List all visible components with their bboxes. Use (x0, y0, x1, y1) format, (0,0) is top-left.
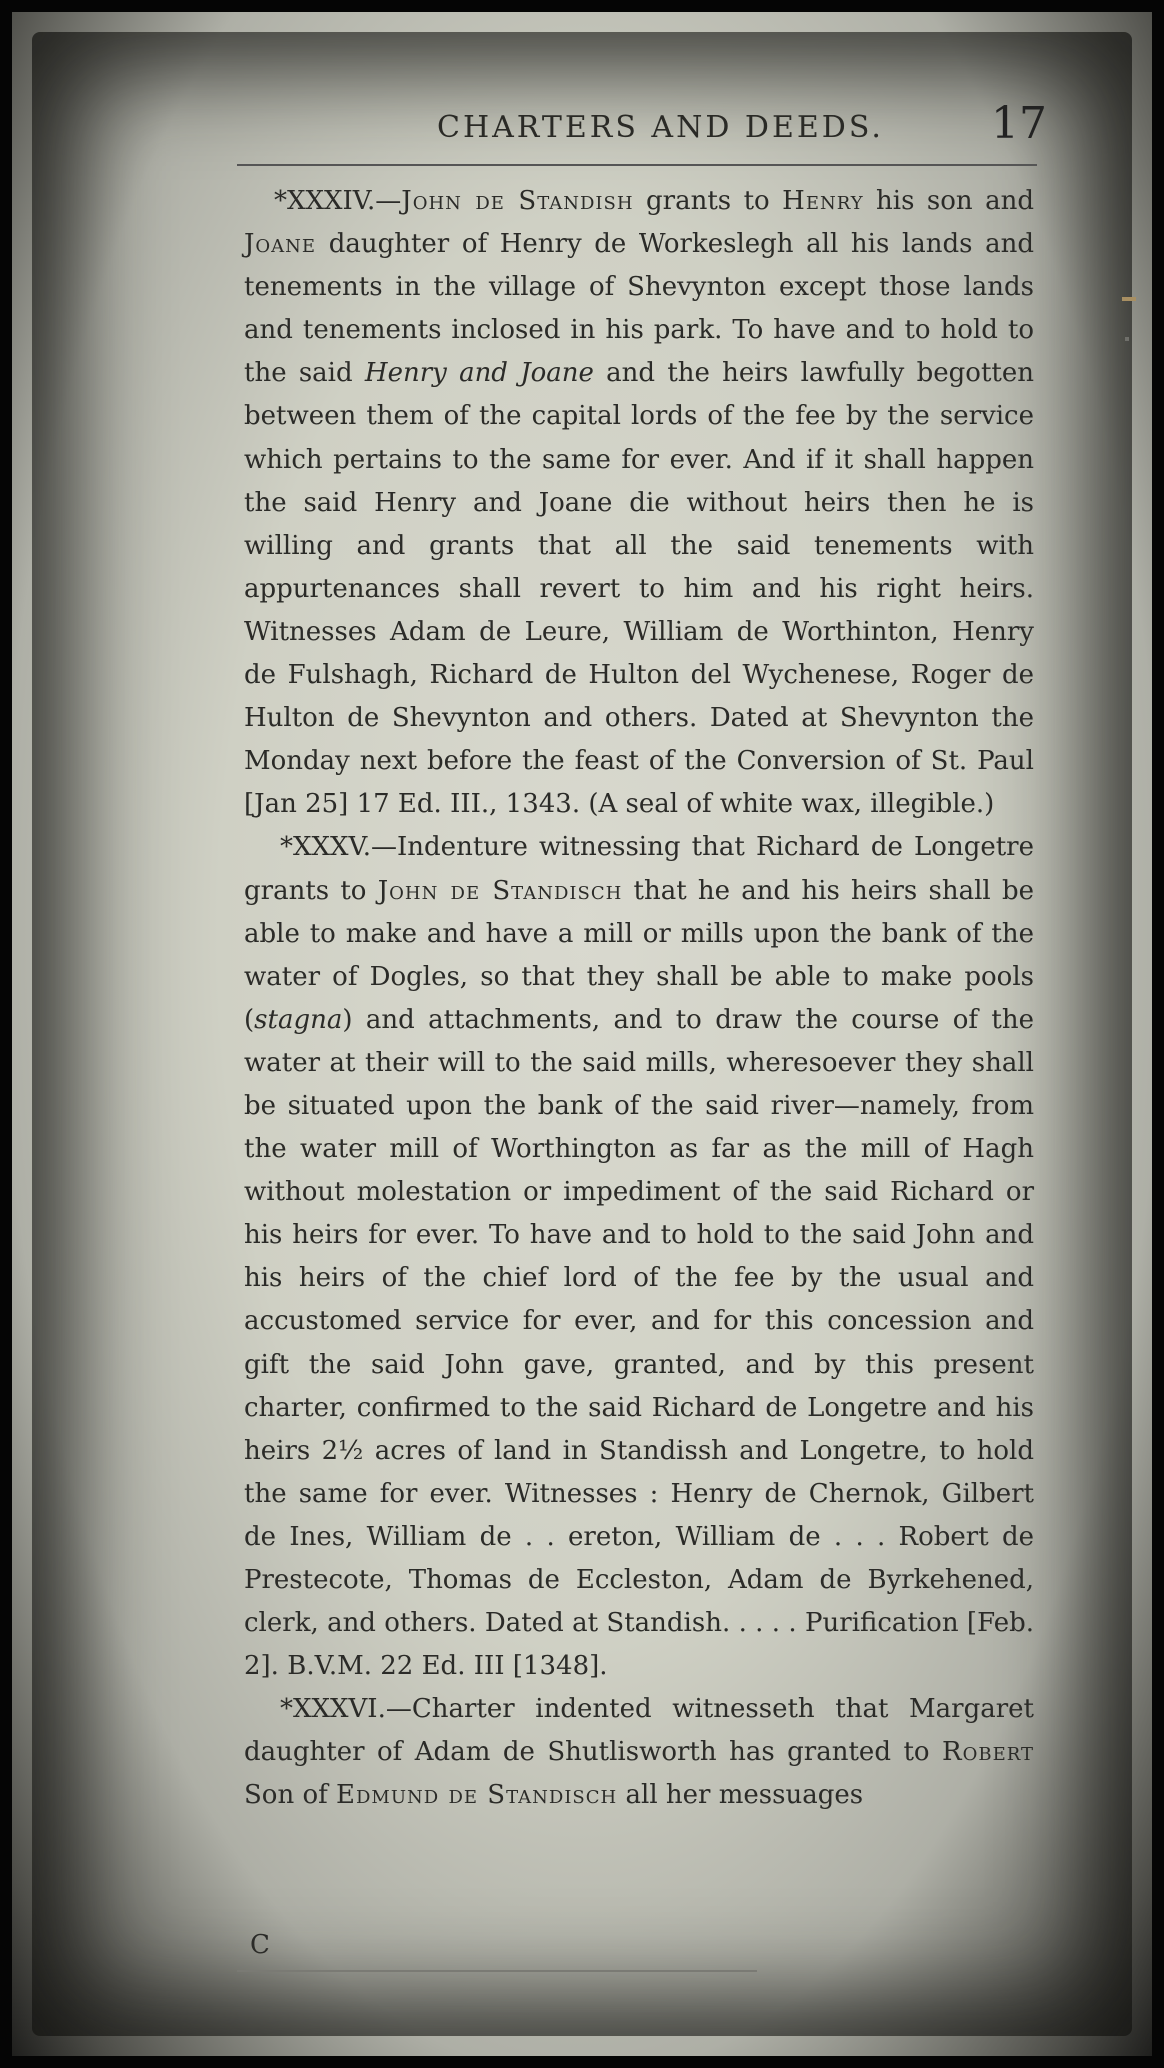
italic-text: stagna (254, 1004, 343, 1035)
page-header (237, 98, 1047, 158)
signature-mark: C (250, 1930, 270, 1960)
text-run: ) and attachments, and to draw the course of the water at their will to the said mills, wheresoever they shall be situated upon the bank of the said river—namely, from the water mill of Worthington as far as the mill of Hagh without molestation or impediment of the said Richard or his heirs for ever. To have and to hold to the said John and his heirs of the chief lord of the fee by the usual and accustomed service for ever, and for this concession and gift the said John gave, granted, and by this present charter, confirmed to the said Richard de Longetre and his heirs 2½ acres of land in Standissh and Longetre, to hold the same for ever. Witnesses : Henry de Chernok, Gilbert de Ines, William de . . ereton, William de . . . Robert de Prestecote, Thomas de Eccleston, Adam de Byrkehened, clerk, and others. Dated at Standish. . . . . Purification [Feb. 2]. B.V.M. 22 Ed. III [1348]. (244, 1004, 1034, 1682)
text-run: *XXXVI.—Charter indented witnesseth that Margaret daughter of Adam de Shutlisworth has granted to (244, 1694, 1034, 1768)
footer-rule (237, 1970, 757, 1972)
margin-mark (1122, 297, 1136, 301)
text-run: grants to (633, 186, 783, 216)
italic-text: Henry and Joane (364, 358, 594, 389)
text-run: all her messuages (617, 1780, 864, 1811)
text-run: that he and his heirs shall be able to make and have a mill or mills upon the bank of the water of Dogles, so that they shall be able to make pools ( (244, 875, 1034, 1035)
margin-dot (1125, 337, 1129, 341)
body-text (244, 180, 1034, 1818)
text-run: daughter of Henry de Workeslegh all his lands and tenements in the village of Shevynton except those lands and tenements inclosed in his park. To have and to hold to the said (244, 229, 1034, 389)
text-run: Son of (244, 1780, 337, 1811)
name-small-caps: Edmund de Standisch (336, 1780, 618, 1811)
text-run: and the heirs lawfully begotten between them of the capital lords of the fee by the service which pertains to the same for ever. And if it shall happen the said Henry and Joane die without heirs then he is willing and grants that all the said tenements with appurtenances shall revert to him and his right heirs. Witnesses Adam de Leure, William de Worthinton, Henry de Fulshagh, Richard de Hulton del Wychenese, Roger de Hulton de Shevynton and others. Dated at Shevynton the Monday next before the feast of the Conversion of St. Paul [Jan 25] 17 Ed. III., 1343. (A seal of white wax, illegible.) (244, 358, 1034, 820)
name-small-caps: Henry (782, 186, 864, 216)
header-rule (237, 164, 1037, 166)
page-number: 17 (991, 98, 1047, 149)
text-run: his son and (863, 186, 1034, 216)
running-head: CHARTERS AND DEEDS. (437, 110, 884, 145)
name-small-caps: John de Standish (401, 186, 634, 216)
entry-paragraph (244, 826, 1034, 1688)
name-small-caps: John de Standisch (377, 875, 623, 906)
entry-paragraph (244, 180, 1034, 826)
text-run: *XXXV.—Indenture witnessing that Richard de Longetre grants to (244, 832, 1034, 906)
text-run: *XXXIV.— (274, 186, 402, 216)
entry-paragraph (244, 1688, 1034, 1817)
name-small-caps: Joane (244, 229, 317, 260)
name-small-caps: Robert (942, 1737, 1034, 1768)
